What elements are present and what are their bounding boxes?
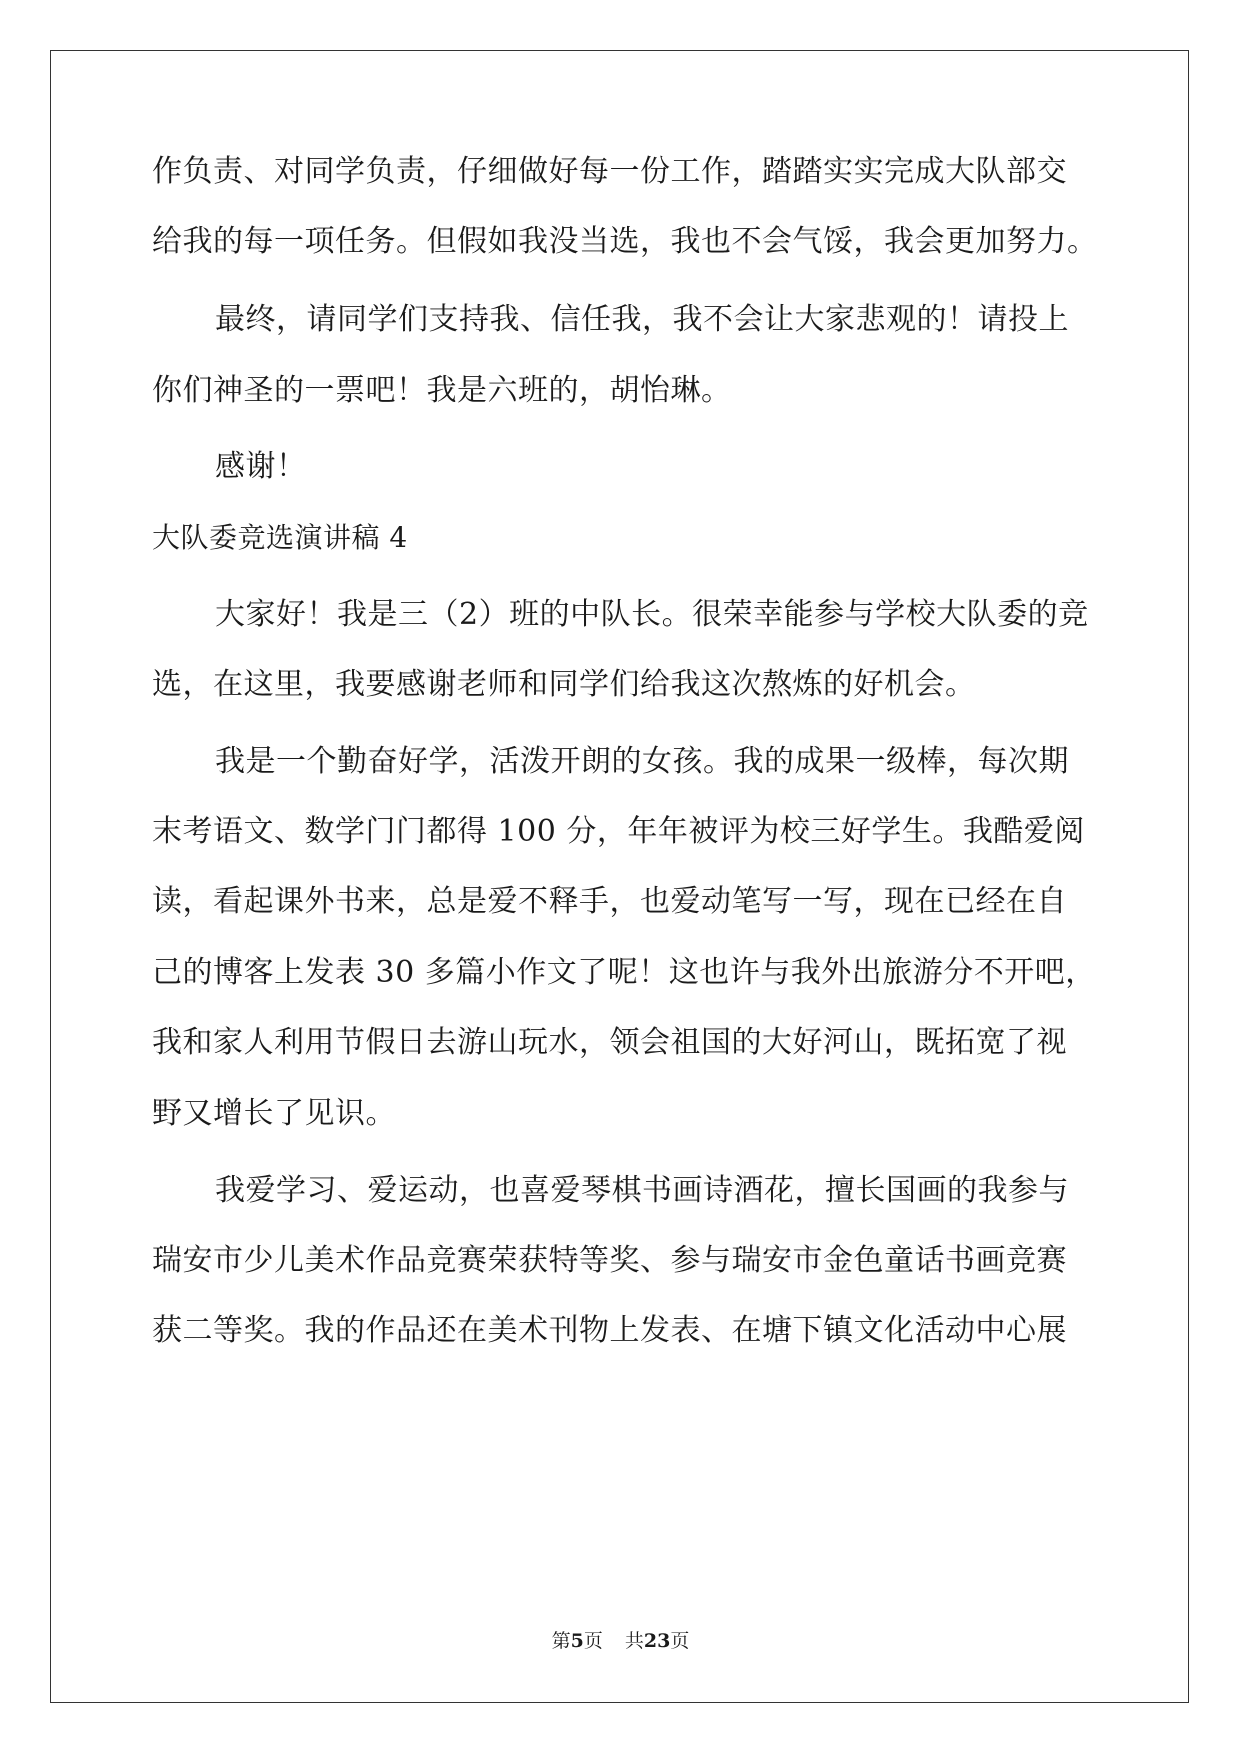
- total-suffix: 页: [670, 1630, 690, 1652]
- page-suffix: 页: [583, 1630, 603, 1652]
- page-number: 5: [570, 1630, 584, 1652]
- page-prefix: 第: [551, 1630, 571, 1652]
- text-line: 我是一个勤奋好学，活泼开朗的女孩。我的成果一级棒，每次期: [215, 744, 1069, 779]
- text-line: 作负责、对同学负责，仔细做好每一份工作，踏踏实实完成大队部交: [152, 154, 1067, 189]
- text-line: 末考语文、数学门门都得 100 分，年年被评为校三好学生。我酷爱阅: [152, 814, 1085, 849]
- page-border: [50, 50, 1189, 1703]
- text-line: 获二等奖。我的作品还在美术刊物上发表、在塘下镇文化活动中心展: [152, 1313, 1067, 1348]
- text-line: 大家好！我是三（2）班的中队长。很荣幸能参与学校大队委的竞: [215, 597, 1089, 632]
- text-line: 最终，请同学们支持我、信任我，我不会让大家悲观的！请投上: [215, 302, 1069, 337]
- total-prefix: 共: [624, 1630, 644, 1652]
- text-line: 瑞安市少儿美术作品竞赛荣获特等奖、参与瑞安市金色童话书画竞赛: [152, 1243, 1067, 1278]
- text-line: 己的博客上发表 30 多篇小作文了呢！这也许与我外出旅游分不开吧，: [152, 955, 1096, 990]
- page-footer: [0, 1628, 1241, 1654]
- text-line: 我和家人利用节假日去游山玩水，领会祖国的大好河山，既拓宽了视: [152, 1025, 1067, 1060]
- text-line: 给我的每一项任务。但假如我没当选，我也不会气馁，我会更加努力。: [152, 224, 1098, 259]
- section-heading: 大队委竞选演讲稿 4: [152, 521, 408, 554]
- text-line: 感谢！: [215, 449, 307, 484]
- total-pages: 23: [643, 1630, 671, 1652]
- text-line: 你们神圣的一票吧！我是六班的，胡怡琳。: [152, 373, 732, 408]
- text-line: 选，在这里，我要感谢老师和同学们给我这次熬炼的好机会。: [152, 667, 976, 702]
- text-line: 野又增长了见识。: [152, 1096, 396, 1131]
- text-line: 我爱学习、爱运动，也喜爱琴棋书画诗酒花，擅长国画的我参与: [215, 1173, 1069, 1208]
- text-line: 读，看起课外书来，总是爱不释手，也爱动笔写一写，现在已经在自: [152, 884, 1067, 919]
